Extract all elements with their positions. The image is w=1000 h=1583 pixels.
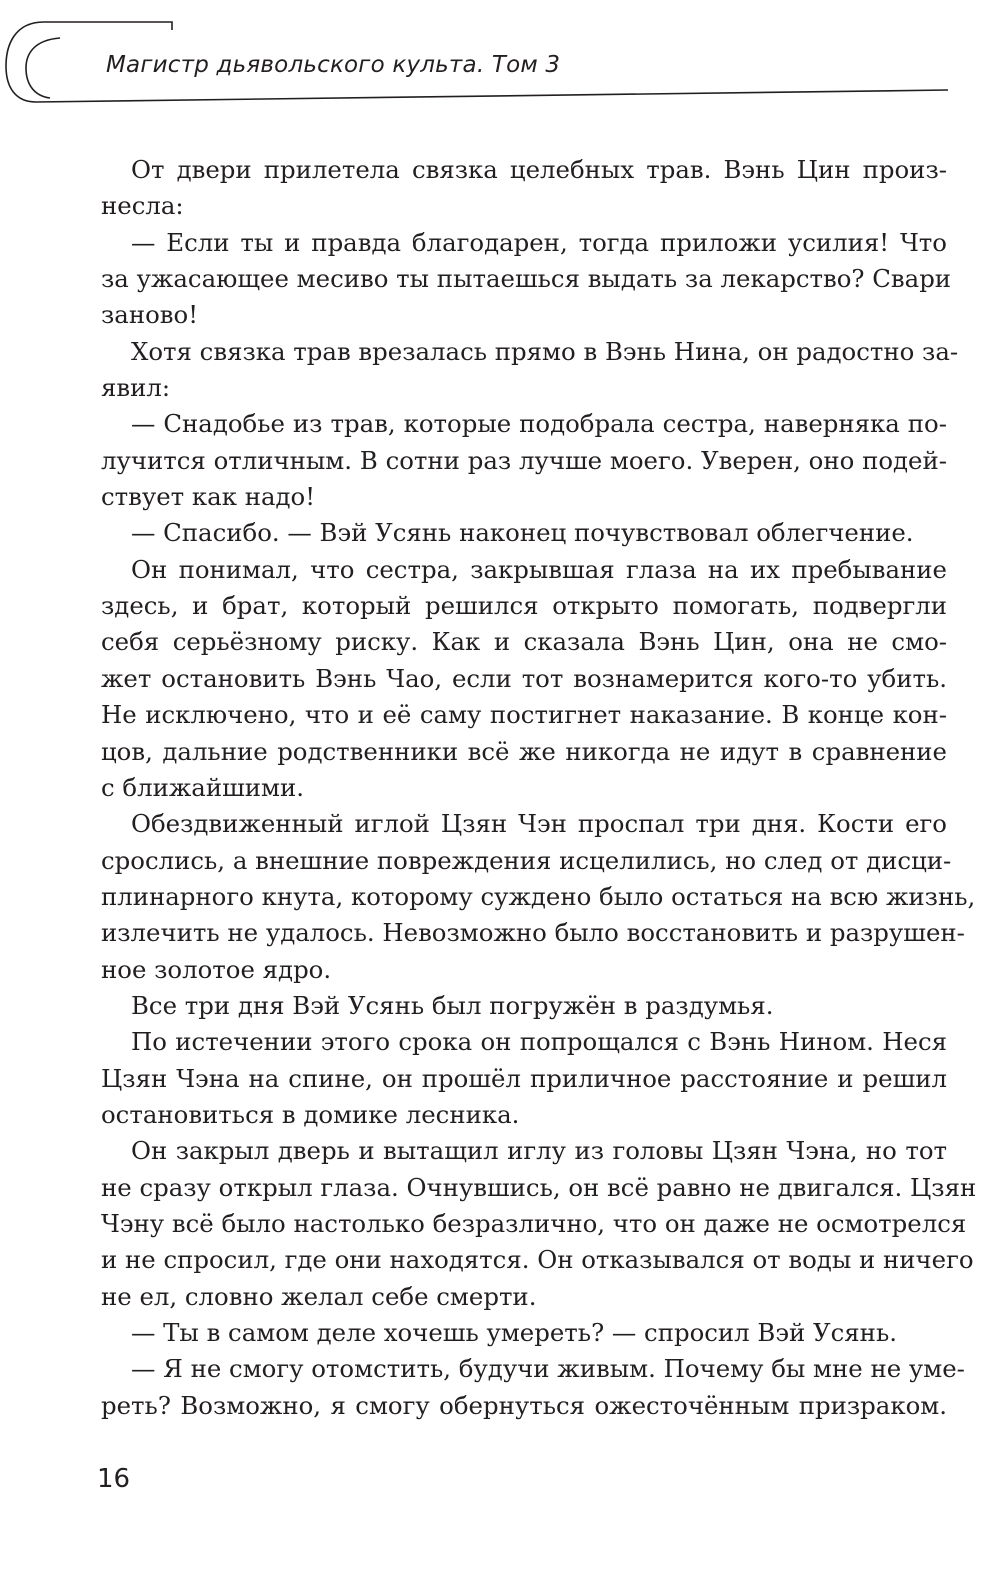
text-line: с ближайшими. — [101, 772, 304, 802]
text-line: Все три дня Вэй Усянь был погружён в раздумья. — [131, 990, 774, 1020]
text-line: срослись, а внешние повреждения исцелились, но след от дисци- — [101, 845, 952, 875]
text-line: жет остановить Вэнь Чао, если тот вознамерится кого-то убить. — [101, 663, 947, 693]
text-line: ное золотое ядро. — [101, 954, 332, 984]
text-line: Обездвиженный иглой Цзян Чэн проспал три дня. Кости его — [131, 809, 947, 839]
text-line: остановиться в домике лесника. — [101, 1099, 520, 1129]
text-line: Он понимал, что сестра, закрывшая глаза на их пребывание — [131, 554, 947, 584]
text-line: — Спасибо. — Вэй Усянь наконец почувствовал облегчение. — [131, 518, 914, 548]
text-line: реть? Возможно, я смогу обернуться ожесточённым призраком. — [101, 1390, 947, 1420]
text-line: лучится отличным. В сотни раз лучше моего. Уверен, оно подей- — [101, 445, 947, 475]
text-line: здесь, и брат, который решился открыто помогать, подвергли — [101, 591, 947, 621]
text-line: не ел, словно желал себе смерти. — [101, 1281, 537, 1311]
text-line: ствует как надо! — [101, 482, 316, 512]
text-line: — Ты в самом деле хочешь умереть? — спросил Вэй Усянь. — [131, 1318, 897, 1347]
text-line: излечить не удалось. Невозможно было восстановить и разрушен- — [101, 918, 965, 948]
text-line: явил: — [101, 373, 171, 403]
text-line: По истечении этого срока он попрощался с Вэнь Нином. Неся — [131, 1027, 947, 1057]
text-line: себя серьёзному риску. Как и сказала Вэнь Цин, она не смо- — [101, 627, 947, 657]
text-line: заново! — [101, 300, 199, 330]
header-bracket-inner — [26, 38, 60, 98]
text-line: цов, дальние родственники всё же никогда не идут в сравнение — [101, 736, 947, 766]
text-line: несла: — [101, 191, 184, 221]
page-header — [0, 0, 1000, 110]
text-line: плинарного кнута, которому суждено было остаться на всю жизнь, — [101, 881, 976, 911]
text-line: — Я не смогу отомстить, будучи живым. Почему бы мне не уме- — [131, 1354, 965, 1384]
text-line: От двери прилетела связка целебных трав. Вэнь Цин произ- — [131, 155, 947, 184]
page-number: 16 — [97, 1464, 131, 1494]
text-line: — Снадобье из трав, которые подобрала сестра, наверняка по- — [131, 409, 947, 439]
page-body — [101, 152, 977, 1424]
text-line: — Если ты и правда благодарен, тогда приложи усилия! Что — [131, 227, 947, 257]
text-line: Чэну всё было настолько безразлично, что он даже не осмотрелся — [101, 1208, 967, 1238]
text-line: Не исключено, что и её саму постигнет наказание. В конце кон- — [101, 700, 947, 730]
text-line: и не спросил, где они находятся. Он отказывался от воды и ничего — [101, 1245, 974, 1275]
text-line: Он закрыл дверь и вытащил иглу из головы Цзян Чэна, но тот — [131, 1136, 947, 1166]
running-title: Магистр дьявольского культа. Том 3 — [106, 52, 561, 78]
text-line: Цзян Чэна на спине, он прошёл приличное расстояние и решил — [101, 1063, 947, 1093]
header-rule — [36, 90, 948, 102]
text-line: за ужасающее месиво ты пытаешься выдать за лекарство? Свари — [101, 264, 952, 294]
text-line: не сразу открыл глаза. Очнувшись, он всё равно не двигался. Цзян — [101, 1172, 977, 1202]
text-line: Хотя связка трав врезалась прямо в Вэнь Нина, он радостно за- — [131, 336, 959, 366]
